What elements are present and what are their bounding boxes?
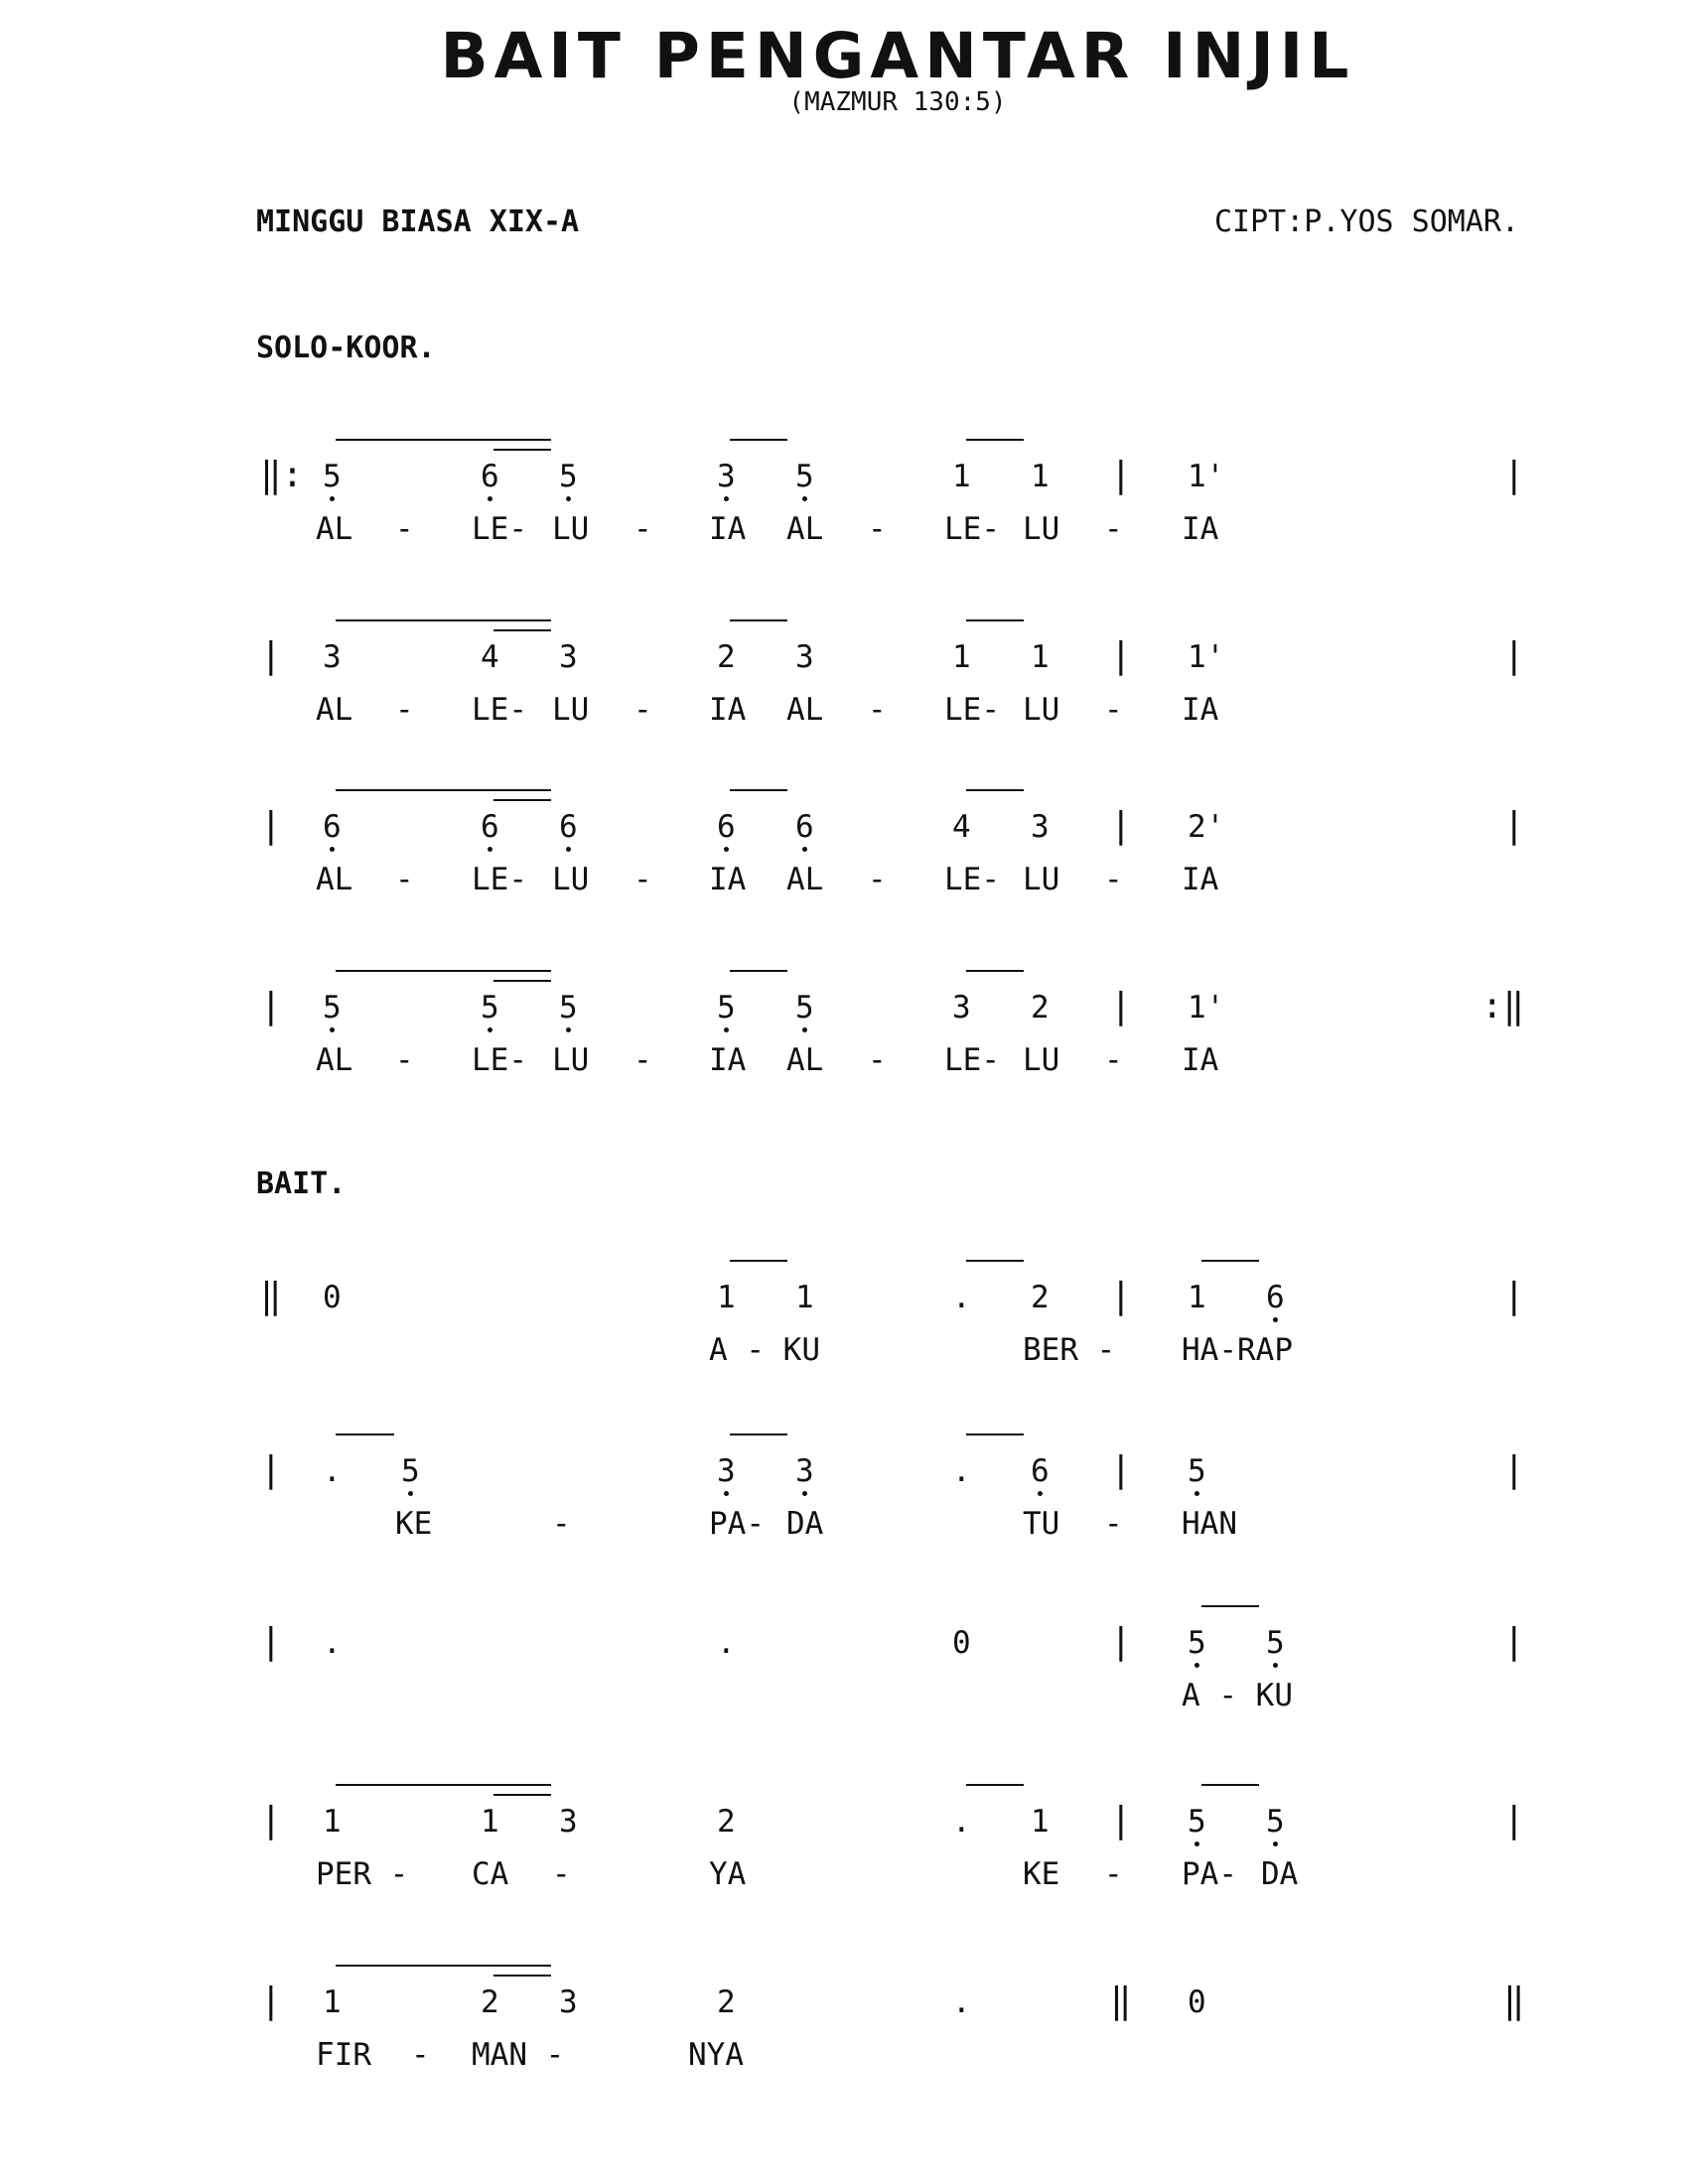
note: 5	[1188, 1453, 1206, 1489]
note: 2	[717, 1984, 736, 2020]
row-open-barline: |	[260, 1800, 282, 1841]
lyric-syllable: LU	[552, 511, 590, 547]
note: 2'	[1188, 809, 1225, 845]
lyric-syllable: -	[395, 511, 414, 547]
note: 3	[717, 459, 736, 494]
lower-octave-dot	[408, 1491, 413, 1496]
row-open-barline: |	[260, 986, 282, 1026]
lower-octave-dot	[724, 1491, 729, 1496]
lower-octave-dot	[1194, 1491, 1199, 1496]
lyric-syllable: -	[868, 1042, 887, 1078]
note: 0	[323, 1280, 342, 1315]
measure-barline: |	[1110, 805, 1132, 846]
note: 1	[795, 1280, 814, 1315]
row-close-barline: |	[1503, 805, 1525, 846]
note: 5	[401, 1453, 420, 1489]
note: 3	[795, 1453, 814, 1489]
rhythm-beam	[966, 970, 1024, 972]
rhythm-beam	[1201, 1605, 1259, 1607]
lyric-syllable: IA	[1182, 862, 1219, 897]
lyric-syllable: IA	[709, 511, 747, 547]
lyric-syllable: LU	[1023, 511, 1060, 547]
lyric-syllable: -	[868, 692, 887, 728]
note: 1'	[1188, 990, 1225, 1025]
lyric-syllable: LU	[552, 692, 590, 728]
lyric-syllable: IA	[709, 862, 747, 897]
measure-barline: ‖	[1110, 1980, 1132, 2021]
note: 5	[559, 459, 578, 494]
note: 1	[1031, 459, 1050, 494]
note: .	[323, 1625, 342, 1661]
rhythm-beam	[730, 1260, 787, 1262]
measure-barline: |	[1110, 1621, 1132, 1662]
rhythm-beam	[336, 439, 551, 441]
note: 1	[323, 1984, 342, 2020]
row-close-barline: ‖	[1503, 1980, 1525, 2021]
lyric-syllable: IA	[1182, 692, 1219, 728]
measure-barline: |	[1110, 635, 1132, 676]
row-close-barline: |	[1503, 1449, 1525, 1490]
measure-barline: |	[1110, 455, 1132, 495]
rhythm-beam	[493, 799, 551, 801]
lyric-syllable: IA	[709, 1042, 747, 1078]
lyric-syllable: PA-	[709, 1506, 765, 1542]
lyric-syllable: LE-	[944, 862, 1000, 897]
note: 1	[323, 1804, 342, 1840]
lyric-syllable: LE-	[472, 511, 527, 547]
row-open-barline: |	[260, 1980, 282, 2021]
lower-octave-dot	[566, 496, 571, 501]
rhythm-beam	[493, 449, 551, 451]
note: 5	[1266, 1625, 1285, 1661]
rhythm-beam	[966, 439, 1024, 441]
note: 6	[559, 809, 578, 845]
section-label: BAIT.	[256, 1166, 347, 1201]
lyric-syllable: KE	[1023, 1856, 1060, 1892]
lower-octave-dot	[330, 496, 335, 501]
rhythm-beam	[336, 1433, 394, 1435]
note: 6	[323, 809, 342, 845]
lyric-syllable: IA	[1182, 1042, 1219, 1078]
lyric-syllable: -	[552, 1856, 571, 1892]
lyric-syllable: LE-	[944, 511, 1000, 547]
lower-octave-dot	[802, 847, 807, 852]
row-open-barline: |	[260, 1449, 282, 1490]
lyric-syllable: -	[868, 862, 887, 897]
note: 2	[1031, 990, 1050, 1025]
note: 5	[795, 459, 814, 494]
note: 4	[952, 809, 971, 845]
lyric-syllable: LE-	[472, 692, 527, 728]
lyric-syllable: -	[1104, 511, 1123, 547]
note: 3	[1031, 809, 1050, 845]
note: 6	[1266, 1280, 1285, 1315]
row-open-barline: ‖	[260, 1276, 282, 1316]
lower-octave-dot	[488, 1027, 492, 1032]
lower-octave-dot	[330, 1027, 335, 1032]
lyric-syllable: -	[395, 1042, 414, 1078]
lyric-syllable: MAN -	[472, 2037, 565, 2073]
rhythm-beam	[1201, 1260, 1259, 1262]
note: 3	[559, 1984, 578, 2020]
lyric-syllable: LU	[1023, 692, 1060, 728]
lyric-syllable: BER -	[1023, 1332, 1116, 1368]
note: .	[952, 1984, 971, 2020]
note: 3	[795, 639, 814, 675]
row-open-barline: |	[260, 805, 282, 846]
note: 3	[717, 1453, 736, 1489]
row-open-barline: |	[260, 635, 282, 676]
lower-octave-dot	[802, 1491, 807, 1496]
note: 6	[717, 809, 736, 845]
note: 1	[952, 639, 971, 675]
rhythm-beam	[336, 970, 551, 972]
rhythm-beam	[966, 619, 1024, 621]
note: 6	[481, 809, 499, 845]
lower-octave-dot	[1038, 1491, 1043, 1496]
lyric-syllable: LU	[1023, 862, 1060, 897]
rhythm-beam	[1201, 1784, 1259, 1786]
lyric-syllable: -	[633, 511, 652, 547]
note: 1'	[1188, 459, 1225, 494]
note: 1'	[1188, 639, 1225, 675]
note: 2	[717, 1804, 736, 1840]
lyric-syllable: -	[1104, 1042, 1123, 1078]
lyric-syllable: -	[1104, 1506, 1123, 1542]
lyric-syllable: LU	[552, 1042, 590, 1078]
row-open-barline: ‖:	[260, 455, 304, 495]
measure-barline: |	[1110, 1449, 1132, 1490]
rhythm-beam	[966, 1433, 1024, 1435]
row-close-barline: |	[1503, 1276, 1525, 1316]
note: .	[717, 1625, 736, 1661]
lower-octave-dot	[1273, 1842, 1278, 1846]
rhythm-beam	[730, 619, 787, 621]
lower-octave-dot	[1273, 1317, 1278, 1322]
note: .	[952, 1453, 971, 1489]
note: 1	[481, 1804, 499, 1840]
lyric-syllable: PA-	[1182, 1856, 1237, 1892]
lyric-syllable: -	[1104, 1856, 1123, 1892]
lyric-syllable: PER -	[316, 1856, 409, 1892]
note: 6	[795, 809, 814, 845]
rhythm-beam	[493, 629, 551, 631]
note: 6	[481, 459, 499, 494]
lyric-syllable: AL	[786, 862, 824, 897]
occasion-label: MINGGU BIASA XIX-A	[256, 205, 580, 239]
song-title: BAIT PENGANTAR INJIL	[440, 20, 1355, 92]
rhythm-beam	[966, 1260, 1024, 1262]
lyric-syllable: AL	[786, 1042, 824, 1078]
rhythm-beam	[966, 789, 1024, 791]
lyric-syllable: NYA	[688, 2037, 744, 2073]
note: 1	[1031, 1804, 1050, 1840]
row-close-barline: |	[1503, 455, 1525, 495]
row-close-barline: |	[1503, 1621, 1525, 1662]
rhythm-beam	[336, 1965, 551, 1967]
lower-octave-dot	[802, 1027, 807, 1032]
lyric-syllable: -	[395, 862, 414, 897]
lyric-syllable: TU	[1023, 1506, 1060, 1542]
note: 3	[952, 990, 971, 1025]
rhythm-beam	[336, 619, 551, 621]
note: 2	[481, 1984, 499, 2020]
lower-octave-dot	[330, 847, 335, 852]
lyric-syllable: HA-RAP	[1182, 1332, 1293, 1368]
lyric-syllable: -	[633, 1042, 652, 1078]
note: 5	[559, 990, 578, 1025]
lower-octave-dot	[1194, 1842, 1199, 1846]
lower-octave-dot	[724, 496, 729, 501]
lyric-syllable: KE	[395, 1506, 433, 1542]
note: 5	[481, 990, 499, 1025]
note: 3	[323, 639, 342, 675]
song-subtitle: (MAZMUR 130:5)	[788, 87, 1007, 117]
lyric-syllable: -	[1104, 692, 1123, 728]
row-open-barline: |	[260, 1621, 282, 1662]
rhythm-beam	[493, 1794, 551, 1796]
row-close-barline: :‖	[1481, 986, 1525, 1026]
lower-octave-dot	[488, 847, 492, 852]
note: 1	[717, 1280, 736, 1315]
lower-octave-dot	[802, 496, 807, 501]
lyric-syllable: -	[633, 862, 652, 897]
lyric-syllable: -	[395, 692, 414, 728]
note: 1	[1031, 639, 1050, 675]
note: 2	[1031, 1280, 1050, 1315]
lyric-syllable: AL	[316, 511, 353, 547]
lyric-syllable: HAN	[1182, 1506, 1237, 1542]
note: 3	[559, 1804, 578, 1840]
note: 4	[481, 639, 499, 675]
lyric-syllable: LE-	[472, 1042, 527, 1078]
note: 6	[1031, 1453, 1050, 1489]
note: 5	[1188, 1804, 1206, 1840]
rhythm-beam	[730, 970, 787, 972]
note: 5	[795, 990, 814, 1025]
lyric-syllable: AL	[786, 692, 824, 728]
note: 5	[1188, 1625, 1206, 1661]
lyric-syllable: LE-	[944, 1042, 1000, 1078]
measure-barline: |	[1110, 986, 1132, 1026]
lyric-syllable: AL	[316, 1042, 353, 1078]
note: 5	[323, 459, 342, 494]
lyric-syllable: -	[868, 511, 887, 547]
rhythm-beam	[730, 439, 787, 441]
note: 3	[559, 639, 578, 675]
lyric-syllable: YA	[709, 1856, 747, 1892]
lyric-syllable: LE-	[472, 862, 527, 897]
lower-octave-dot	[566, 1027, 571, 1032]
note: 1	[952, 459, 971, 494]
lyric-syllable: AL	[316, 692, 353, 728]
rhythm-beam	[493, 1975, 551, 1977]
lyric-syllable: -	[633, 692, 652, 728]
rhythm-beam	[493, 980, 551, 982]
lyric-syllable: DA	[786, 1506, 824, 1542]
lyric-syllable: LE-	[944, 692, 1000, 728]
lyric-syllable: LU	[1023, 1042, 1060, 1078]
lower-octave-dot	[1273, 1663, 1278, 1668]
lower-octave-dot	[724, 1027, 729, 1032]
lyric-syllable: -	[552, 1506, 571, 1542]
note: .	[952, 1804, 971, 1840]
lyric-syllable: IA	[1182, 511, 1219, 547]
lyric-syllable: FIR	[316, 2037, 371, 2073]
lyric-syllable: AL	[316, 862, 353, 897]
lower-octave-dot	[1194, 1663, 1199, 1668]
rhythm-beam	[336, 1784, 551, 1786]
lyric-syllable: IA	[709, 692, 747, 728]
row-close-barline: |	[1503, 635, 1525, 676]
rhythm-beam	[966, 1784, 1024, 1786]
row-close-barline: |	[1503, 1800, 1525, 1841]
lower-octave-dot	[488, 496, 492, 501]
rhythm-beam	[336, 789, 551, 791]
composer-credit: CIPT:P.YOS SOMAR.	[1213, 205, 1519, 239]
note: 1	[1188, 1280, 1206, 1315]
note: 5	[323, 990, 342, 1025]
lyric-syllable: LU	[552, 862, 590, 897]
section-label: SOLO-KOOR.	[256, 331, 436, 365]
rhythm-beam	[730, 789, 787, 791]
rhythm-beam	[730, 1433, 787, 1435]
note: 0	[1188, 1984, 1206, 2020]
note: .	[952, 1280, 971, 1315]
note: 2	[717, 639, 736, 675]
note: 0	[952, 1625, 971, 1661]
lower-octave-dot	[724, 847, 729, 852]
measure-barline: |	[1110, 1800, 1132, 1841]
lyric-syllable: A - KU	[709, 1332, 820, 1368]
lyric-syllable: AL	[786, 511, 824, 547]
lyric-syllable: -	[1104, 862, 1123, 897]
measure-barline: |	[1110, 1276, 1132, 1316]
lyric-syllable: CA	[472, 1856, 509, 1892]
lyric-syllable: -	[411, 2037, 430, 2073]
lyric-syllable: A - KU	[1182, 1678, 1293, 1713]
note: .	[323, 1453, 342, 1489]
lower-octave-dot	[566, 847, 571, 852]
note: 5	[1266, 1804, 1285, 1840]
lyric-syllable: DA	[1261, 1856, 1299, 1892]
note: 5	[717, 990, 736, 1025]
